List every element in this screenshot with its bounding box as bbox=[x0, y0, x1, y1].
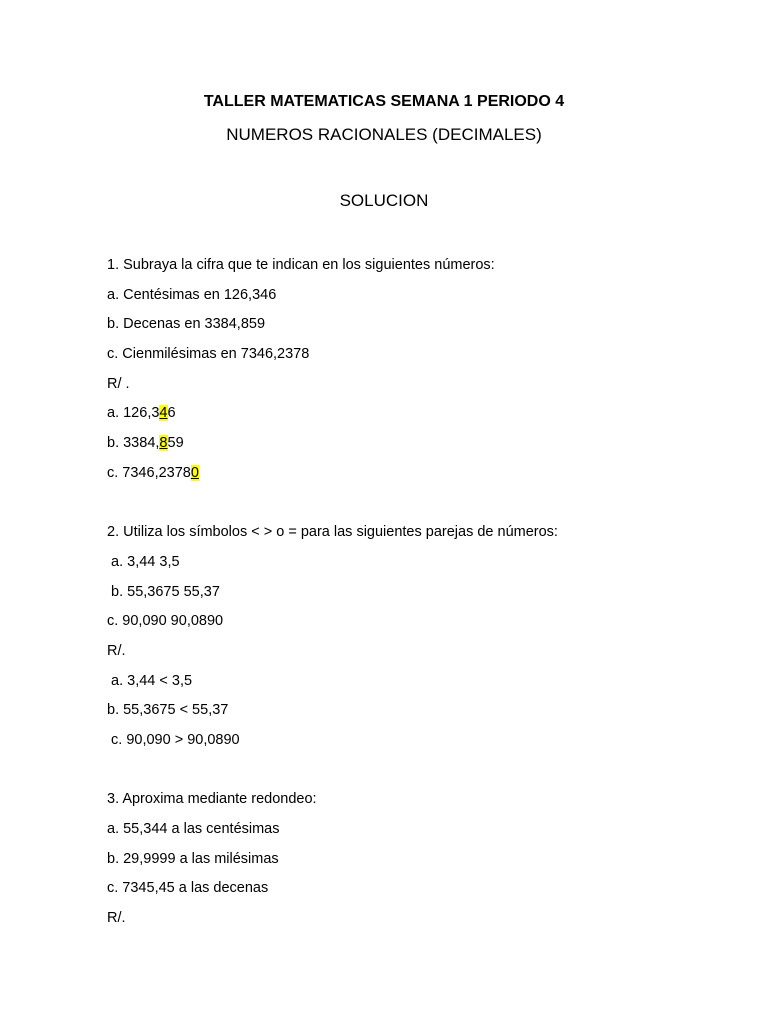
q1-answer-a bbox=[107, 402, 707, 432]
q2-answer-a: a. 3,44 < 3,5 bbox=[107, 672, 193, 689]
q2-prompt: 2. Utiliza los símbolos < > o = para las siguientes parejas de números: bbox=[107, 524, 558, 541]
q3-answer-label: R/. bbox=[107, 910, 126, 927]
q2-item-a: a. 3,44 3,5 bbox=[107, 553, 180, 570]
q2-answer-b: b. 55,3675 < 55,37 bbox=[107, 702, 229, 719]
q1-answer-label: R/ . bbox=[107, 375, 130, 392]
q1-answer-b-highlight: 8 bbox=[159, 435, 168, 452]
document-body bbox=[107, 254, 707, 937]
section-gap bbox=[107, 759, 707, 789]
q1-answer-b bbox=[107, 432, 707, 462]
q3-item-c: c. 7345,45 a las decenas bbox=[107, 880, 269, 897]
page-title: TALLER MATEMATICAS SEMANA 1 PERIODO 4 bbox=[203, 93, 565, 110]
q1-answer-c-highlight: 0 bbox=[190, 464, 199, 481]
q2-answer-c: c. 90,090 > 90,0890 bbox=[107, 732, 240, 748]
q2-item-c: c. 90,090 90,0890 bbox=[107, 613, 224, 630]
q1-answer-b-pre: b. 3384, bbox=[107, 435, 160, 452]
q2-item-b: b. 55,3675 55,37 bbox=[107, 583, 220, 600]
section-gap bbox=[107, 492, 707, 522]
q1-item-b: b. Decenas en 3384,859 bbox=[107, 316, 266, 333]
q1-answer-a-post: 6 bbox=[167, 405, 176, 422]
q1-item-c: c. Cienmilésimas en 7346,2378 bbox=[107, 346, 310, 363]
q1-answer-c-pre: c. 7346,2378 bbox=[107, 464, 191, 481]
q1-answer-c bbox=[107, 462, 707, 492]
q3-item-b: b. 29,9999 a las milésimas bbox=[107, 850, 279, 867]
q2-answer-label: R/. bbox=[107, 642, 126, 659]
q1-answer-a-highlight: 4 bbox=[159, 405, 168, 422]
q1-answer-b-post: 59 bbox=[167, 435, 184, 452]
page-subtitle: NUMEROS RACIONALES (DECIMALES) bbox=[226, 125, 542, 144]
q3-item-a: a. 55,344 a las centésimas bbox=[107, 821, 280, 838]
q1-answer-a-pre: a. 126,3 bbox=[107, 405, 160, 422]
q3-prompt: 3. Aproxima mediante redondeo: bbox=[107, 791, 317, 808]
q1-item-a: a. Centésimas en 126,346 bbox=[107, 286, 277, 303]
q1-prompt: 1. Subraya la cifra que te indican en los siguientes números: bbox=[107, 257, 495, 273]
solution-heading: SOLUCION bbox=[339, 191, 429, 210]
